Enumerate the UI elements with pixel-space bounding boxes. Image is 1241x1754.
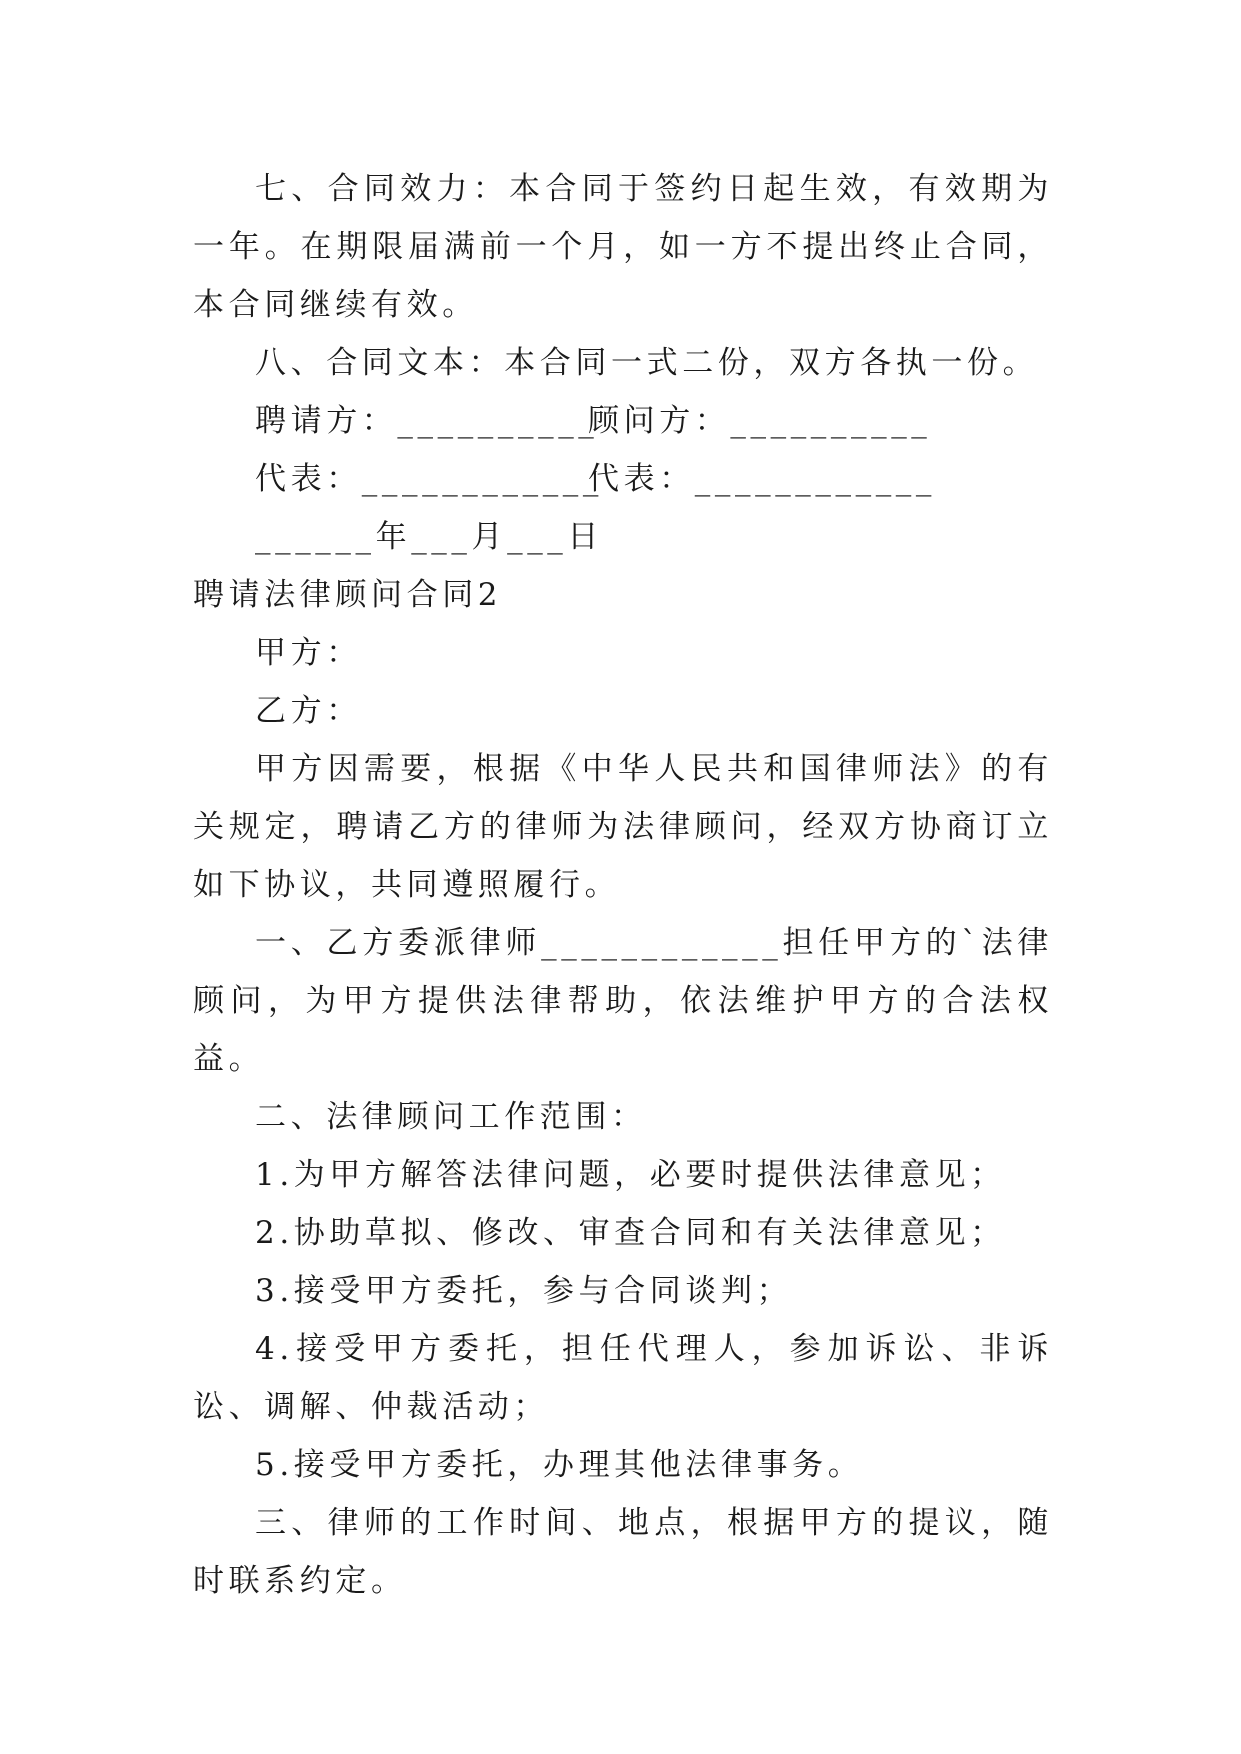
clause-2-heading: 二、法律顾问工作范围： — [255, 1099, 647, 1135]
employer-representative-line: 代表：____________ — [255, 461, 603, 497]
preamble: 甲方因需要，根据《中华人民共和国律师法》的有关规定，聘请乙方的律师为法律顾问，经双方协商订立如下协议，共同遵照履行。 — [193, 751, 1053, 903]
clause-8-copies: 八、合同文本：本合同一式二份，双方各执一份。 — [255, 345, 1039, 381]
date-line: ______年___月___日 — [255, 519, 603, 555]
clause-3-schedule: 三、律师的工作时间、地点，根据甲方的提议，随时联系约定。 — [193, 1505, 1053, 1599]
signature-row-parties — [193, 392, 1053, 450]
advisor-representative-line: 代表：____________ — [588, 461, 936, 497]
scope-item-1: 1.为甲方解答法律问题，必要时提供法律意见； — [255, 1157, 1006, 1193]
clause-1-appointment: 一、乙方委派律师____________担任甲方的`法律顾问，为甲方提供法律帮助，依法维护甲方的合法权益。 — [193, 925, 1053, 1077]
scope-item-2: 2.协助草拟、修改、审查合同和有关法律意见； — [255, 1215, 1006, 1251]
clause-7-effect: 七、合同效力：本合同于签约日起生效，有效期为一年。在期限届满前一个月，如一方不提出终止合同，本合同继续有效。 — [193, 171, 1053, 323]
scope-item-4: 4.接受甲方委托，担任代理人，参加诉讼、非诉讼、调解、仲裁活动； — [193, 1331, 1053, 1425]
scope-item-3: 3.接受甲方委托，参与合同谈判； — [255, 1273, 793, 1309]
scope-item-5: 5.接受甲方委托，办理其他法律事务。 — [255, 1447, 864, 1483]
contract-2-title: 聘请法律顾问合同2 — [193, 577, 503, 613]
signature-row-representatives — [193, 450, 1053, 508]
document-body — [193, 160, 1053, 1610]
advisor-signature-line: 顾问方：__________ — [588, 403, 932, 439]
party-b-line: 乙方： — [255, 693, 362, 729]
employer-signature-line: 聘请方：__________ — [255, 403, 599, 439]
party-a-line: 甲方： — [255, 635, 362, 671]
